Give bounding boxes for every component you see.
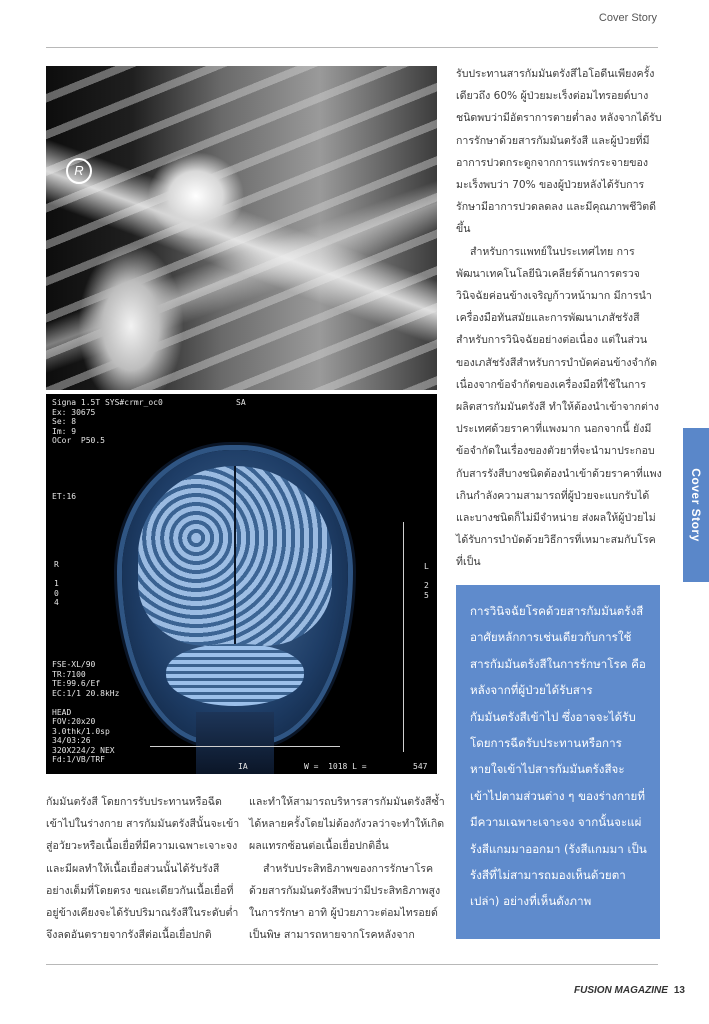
article-paragraph: สำหรับประสิทธิภาพของการรักษาโรคด้วยสารกัมมันตรังสีพบว่ามีประสิทธิภาพสูงในการรักษา อาทิ ผู้ป่วยภาวะต่อมไทรอยด์เป็นพิษ สามารถหายจากโรคหลังจาก bbox=[249, 862, 441, 942]
mri-neck bbox=[196, 712, 274, 774]
article-bottom-left-column bbox=[46, 791, 242, 946]
mri-scan-info: Signa 1.5T SYS#crmr_oc0 Ex: 30675 Se: 8 Im: 9 OCor P50.5 bbox=[52, 398, 163, 445]
mri-orientation-label: R 1 0 4 bbox=[54, 560, 59, 607]
mri-level-value: 547 bbox=[413, 762, 428, 771]
mri-window-level: W = 1018 L = bbox=[304, 762, 367, 771]
section-header: Cover Story bbox=[598, 12, 657, 24]
page-number: 13 bbox=[673, 985, 685, 996]
pull-quote-text: การวินิจฉัยโรคด้วยสารกัมมันตรังสีอาศัยหลักการเช่นเดียวกับการใช้สารกัมมันตรังสีในการรักษาโรค คือหลังจากที่ผู้ป่วยได้รับสารกัมมันตรังสีเข้าไป ซึ่งอาจจะได้รับโดยการฉีดรับประทานหรือการหายใจเข้าไปสารกัมมันตรังสีจะเข้าไปตามส่วนต่าง ๆ ของร่างกายที่มีความเฉพาะเจาะจง จากนั้นจะแผ่รังสีแกมมาออกมา (รังสีแกมมา เป็นรังสีที่ไม่สามารถมองเห็นด้วยตาเปล่า) อย่างที่เห็นดังภาพ bbox=[470, 604, 647, 909]
mri-sequence-info: FSE-XL/90 TR:7100 TE:99.6/Ef EC:1/1 20.8kHz HEAD FOV:20x20 3.0thk/1.0sp 34/03:26 320X224/2 NEX Fd:1/VB/TRF bbox=[52, 660, 120, 764]
article-paragraph: และทำให้สามารถบริหารสารกัมมันตรังสีซ้ำได้หลายครั้งโดยไม่ต้องกังวลว่าจะทำให้เกิดผลแทรกซ้อนต่อเนื้อเยื่อปกติอื่น bbox=[249, 796, 445, 853]
bottom-rule bbox=[46, 964, 658, 965]
side-tab-label: Cover Story bbox=[689, 468, 703, 542]
mri-cerebellum bbox=[166, 644, 304, 706]
article-paragraph: สำหรับการแพทย์ในประเทศไทย การพัฒนาเทคโนโลยีนิวเคลียร์ด้านการตรวจวินิจฉัยค่อนข้างเจริญก้าวหน้ามาก มีการนำเครื่องมือทันสมัยและการพัฒนาเภสัชรังสีสำหรับการวินิจฉัยอย่างต่อเนื่อง แต่ในส่วนของเภสัชรังสีสำหรับการบำบัดค่อนข้างจำกัด เนื่องจากข้อจำกัดของเครื่องมือที่ใช้ในการผลิตสารกัมมันตรังสี ทำให้ต้องนำเข้าจากต่างประเทศด้วยราคาที่แพงมาก นอกจากนี้ ยังมีข้อจำกัดในเรื่องของตัวยาที่จะนำมาประกอบกับสารรังสีบางชนิดต้องนำเข้าด้วยราคาที่แพงเกินกำลังความสามารถที่ผู้ป่วยจะแบกรับได้ และบางชนิดก็ไม่มีจำหน่าย ส่งผลให้ผู้ป่วยไม่ได้รับการบำบัดด้วยวิธีการที่เหมาะสมกับโรคที่เป็น bbox=[456, 245, 662, 569]
brain-mri-image bbox=[46, 394, 437, 774]
article-paragraph: รับประทานสารกัมมันตรังสีไอโอดีนเพียงครั้งเดียวถึง 60% ผู้ป่วยมะเร็งต่อมไทรอยด์บางชนิดพบว่ามีอัตราการตายต่ำลง หลังจากได้รับการรักษาด้วยสารกัมมันตรังสี และผู้ป่วยที่มีอาการปวดกระดูกจากการแพร่กระจายของมะเร็งพบว่า 70% ของผู้ป่วยหลังได้รับการรักษามีอาการปวดลดลง และมีคุณภาพชีวิตดีขึ้น bbox=[456, 68, 662, 236]
pull-quote-box bbox=[456, 585, 660, 939]
shoulder-xray-image bbox=[46, 66, 437, 390]
mri-echo-train: ET:16 bbox=[52, 492, 77, 501]
magazine-name: FUSION MAGAZINE bbox=[573, 985, 668, 996]
mri-horizontal-scale bbox=[150, 746, 340, 747]
mri-plane-label: SA bbox=[236, 398, 246, 407]
mri-vertical-scale bbox=[403, 522, 404, 752]
section-side-tab bbox=[683, 428, 709, 582]
article-paragraph: กัมมันตรังสี โดยการรับประทานหรือฉีดเข้าไปในร่างกาย สารกัมมันตรังสีนั้นจะเข้าสู่อวัยวะหรือเนื้อเยื่อที่มีความเฉพาะเจาะจง และมีผลทำให้เนื้อเยื่อส่วนนั้นได้รับรังสีอย่างเต็มที่โดยตรง ขณะเดียวกันเนื้อเยื่อที่อยู่ข้างเคียงจะได้รับปริมาณรังสีในระดับต่ำจึงลดอันตรายจากรังสีต่อเนื้อเยื่อปกติ bbox=[46, 796, 240, 942]
mri-right-label: L 2 5 bbox=[424, 562, 429, 600]
article-right-column bbox=[456, 63, 662, 574]
article-bottom-middle-column bbox=[249, 791, 445, 946]
xray-side-marker: R bbox=[66, 158, 92, 184]
mri-midline bbox=[234, 466, 236, 656]
page-footer bbox=[574, 985, 685, 996]
top-rule bbox=[46, 47, 658, 48]
mri-ia-label: IA bbox=[238, 762, 248, 771]
